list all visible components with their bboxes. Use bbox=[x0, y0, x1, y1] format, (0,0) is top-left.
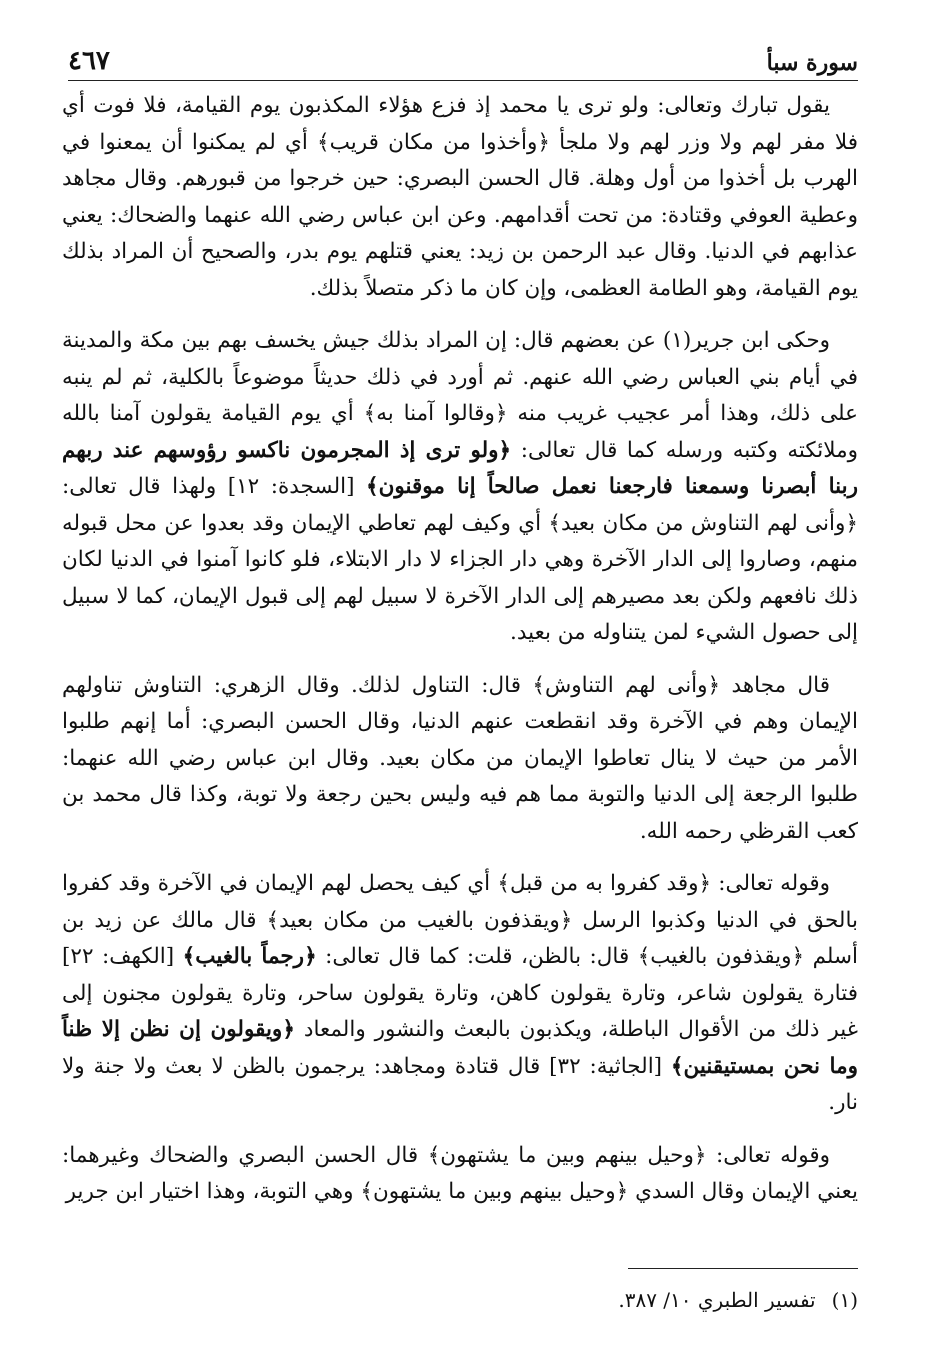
paragraph-text: قال مجاهد ﴿وأنى لهم التناوش﴾ قال: التناول لذلك. وقال الزهري: التناوش تناولهم الإيمان وهم في الآخرة وقد انقطعت عنهم الدنيا، وقال الحسن البصري: أما إنهم طلبوا الأمر من حيث لا ينال تعاطوا الإيمان من مكان بعيد. وقال ابن عباس رضي الله عنهما: طلبوا الرجعة إلى الدنيا والتوبة مما هم فيه وليس بحين رجعة ولا توبة، وكذا قال محمد بن كعب القرظي رحمه الله. bbox=[62, 672, 858, 844]
footnote-marker: (١) bbox=[831, 1288, 858, 1312]
paragraph bbox=[62, 668, 858, 851]
paragraph-text: [الجاثية: ٣٢] قال قتادة ومجاهد: يرجمون بالظن لا بعث ولا جنة ولا نار. bbox=[62, 1053, 858, 1115]
paragraph-text: [الكهف: ٢٢] فتارة يقولون شاعر، وتارة يقولون كاهن، وتارة يقولون ساحر، وتارة يقولون مجنون إلى غير ذلك من الأقوال الباطلة، ويكذبون بالبعث والنشور والمعاد bbox=[62, 944, 858, 1042]
surah-title: سورة سبأ bbox=[766, 50, 858, 76]
paragraph-text: [السجدة: ١٢] ولهذا قال تعالى: ﴿وأنى لهم التناوش من مكان بعيد﴾ أي وكيف لهم تعاطي الإيمان وقد بعدوا عن محل قبوله منهم، وصاروا إلى الدار الآخرة وهي دار الجزاء لا دار الابتلاء، فلو كانوا آمنوا في الدنيا لكان ذلك نافعهم ولكن بعد مصيرهم إلى الدار الآخرة لا سبيل لهم إلى قبول الإيمان، كما لا سبيل إلى حصول الشيء لمن يتناوله من بعيد. bbox=[62, 474, 858, 645]
page-number: ٤٦٧ bbox=[68, 46, 110, 76]
quran-verse: ﴿ويقولون إن نظن إلا ظناً وما نحن بمستيقنين﴾ bbox=[62, 1017, 858, 1079]
paragraph-text: وحكى ابن جرير(١) عن بعضهم قال: إن المراد بذلك جيش يخسف بهم بين مكة والمدينة في أيام بني العباس رضي الله عنهم. ثم أورد في ذلك حديثاً موضوعاً بالكلية، ثم لم ينبه على ذلك، وهذا أمر عجيب غريب منه ﴿وقالوا آمنا به﴾ أي يوم القيامة يقولون آمنا بالله وملائكته وكتبه ورسله كما قال تعالى: bbox=[62, 328, 858, 463]
paragraph-text: وقوله تعالى: ﴿وحيل بينهم وبين ما يشتهون﴾ قال الحسن البصري والضحاك وغيرهما: يعني الإيمان وقال السدي ﴿وحيل بينهم وبين ما يشتهون﴾ وهي التوبة، وهذا اختيار ابن جرير bbox=[62, 1142, 858, 1204]
paragraph bbox=[62, 1138, 858, 1211]
paragraph bbox=[62, 323, 858, 652]
body-text bbox=[62, 88, 858, 1227]
footnote bbox=[618, 1288, 858, 1312]
footnote-divider bbox=[628, 1268, 858, 1269]
paragraph-text: يقول تبارك وتعالى: ولو ترى يا محمد إذ فزع هؤلاء المكذبون يوم القيامة، فلا فوت أي فلا مفر لهم ولا وزر لهم ولا ملجأ ﴿وأخذوا من مكان قريب﴾ أي لم يمكنوا أن يمعنوا في الهرب بل أخذوا من أول وهلة. قال الحسن البصري: حين خرجوا من قبورهم. وقال مجاهد وعطية العوفي وقتادة: من تحت أقدامهم. وعن ابن عباس رضي الله عنهما والضحاك: يعني عذابهم في الدنيا. وقال عبد الرحمن بن زيد: يعني قتلهم يوم بدر، والصحيح أن المراد بذلك يوم القيامة، وهو الطامة العظمى، وإن كان ما ذكر متصلاً بذلك. bbox=[62, 93, 858, 301]
paragraph-text: وقوله تعالى: ﴿وقد كفروا به من قبل﴾ أي كيف يحصل لهم الإيمان في الآخرة وقد كفروا بالحق في الدنيا وكذبوا الرسل ﴿ويقذفون بالغيب من مكان بعيد﴾ قال مالك عن زيد بن أسلم ﴿ويقذفون بالغيب﴾ قال: بالظن، قلت: كما قال تعالى: bbox=[62, 871, 858, 969]
paragraph bbox=[62, 866, 858, 1122]
footnote-text: تفسير الطبري ١٠/ ٣٨٧. bbox=[618, 1288, 816, 1312]
quran-verse: ﴿ولو ترى إذ المجرمون ناكسو رؤوسهم عند ربهم ربنا أبصرنا وسمعنا فارجعنا نعمل صالحاً إنا موقنون﴾ bbox=[62, 437, 858, 499]
paragraph bbox=[62, 88, 858, 307]
quran-verse: ﴿رجماً بالغيب﴾ bbox=[182, 944, 317, 969]
page-header bbox=[68, 30, 858, 81]
